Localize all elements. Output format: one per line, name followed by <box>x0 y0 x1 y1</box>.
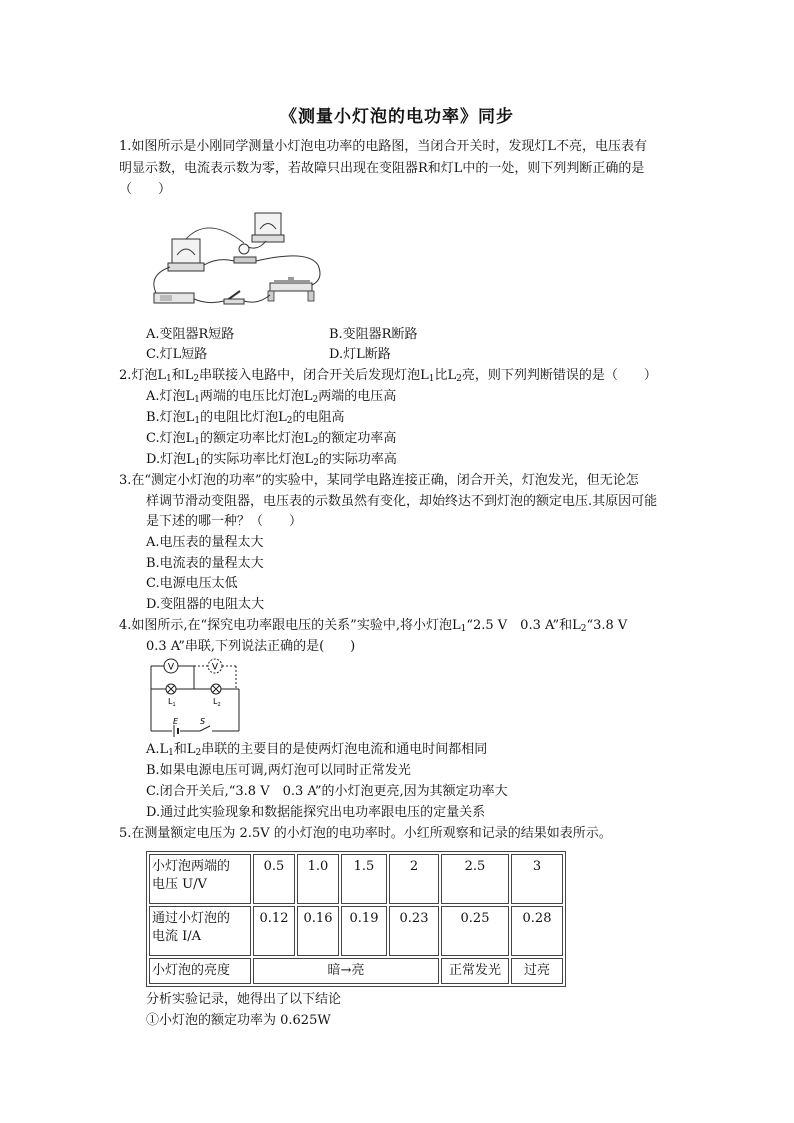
q3-line-3: 是下述的哪一种？（ ） <box>146 514 303 529</box>
table-row <box>149 958 563 984</box>
q1-line-2: 明显示数，电流表示数为零，若故障只出现在变阻器R和灯L中的一处，则下列判断正确的是 <box>119 161 645 176</box>
table-cell: 0.12 <box>253 906 295 956</box>
table-cell: 0.16 <box>297 906 339 956</box>
svg-text:S: S <box>200 717 206 726</box>
q3-line-1: 3.在“测定小灯泡的功率”的实验中，某同学电路连接正确，闭合开关，灯泡发光，但无论怎 <box>119 473 639 488</box>
table-row <box>149 906 563 956</box>
table-cell: 1.0 <box>297 854 339 904</box>
q1-circuit-photo <box>148 205 328 313</box>
table-cell: 2.5 <box>441 854 509 904</box>
q2-option-b[interactable]: B.灯泡$L_1$的电阻比灯泡$L_2$的电阻高 <box>146 410 345 426</box>
q3-option-b[interactable]: B.电流表的量程太大 <box>146 556 264 571</box>
q3-option-d[interactable]: D.变阻器的电阻太大 <box>146 597 265 612</box>
table-cell: 0.19 <box>341 906 387 956</box>
table-cell: 过亮 <box>511 958 563 984</box>
q5-after-1: 分析实验记录，她得出了以下结论 <box>146 992 342 1007</box>
q4-option-c[interactable]: C.闭合开关后,“3.8 V 0.3 A”的小灯泡更亮,因为其额定功率大 <box>146 784 508 799</box>
q1-option-d[interactable]: D.灯L断路 <box>329 347 391 362</box>
table-cell: 2 <box>389 854 439 904</box>
q3-option-a[interactable]: A.电压表的量程太大 <box>146 535 264 550</box>
table-row <box>149 854 563 904</box>
svg-text:E: E <box>173 717 179 726</box>
q5-line-1: 5.在测量额定电压为 2.5V 的小灯泡的电功率时。小红所观察和记录的结果如表所示。 <box>119 826 612 841</box>
q4-circuit-diagram <box>146 657 246 737</box>
table-cell: 暗→亮 <box>253 958 439 984</box>
table-cell: 1.5 <box>341 854 387 904</box>
q1-option-b[interactable]: B.变阻器R断路 <box>329 327 418 342</box>
q1-option-c[interactable]: C.灯L短路 <box>146 347 208 362</box>
svg-text:L1: $L_1$ <box>168 697 176 708</box>
q4-line-2: 0.3 A”串联,下列说法正确的是( ) <box>146 639 356 654</box>
table-cell: 正常发光 <box>441 958 509 984</box>
q1-line-3: （ ） <box>119 182 172 197</box>
table-row-head: 小灯泡的亮度 <box>149 958 251 984</box>
q3-option-c[interactable]: C.电源电压太低 <box>146 576 238 591</box>
table-row-head: 通过小灯泡的 电流 I/A <box>149 906 251 956</box>
q3-line-2: 样调节滑动变阻器，电压表的示数虽然有变化，却始终达不到灯泡的额定电压.其原因可能 <box>146 494 658 509</box>
table-cell: 0.23 <box>389 906 439 956</box>
table-cell: 0.5 <box>253 854 295 904</box>
q5-after-2: ①小灯泡的额定功率为 0.625W <box>146 1013 331 1028</box>
page-title: 《测量小灯泡的电功率》同步 <box>280 107 514 127</box>
q2-option-a[interactable]: A.灯泡$L_1$两端的电压比灯泡$L_2$两端的电压高 <box>146 389 397 405</box>
table-cell: 0.25 <box>441 906 509 956</box>
q4-option-a[interactable]: $A.L_1$和$L_2$串联的主要目的是使两灯泡电流和通电时间都相同 <box>146 742 488 758</box>
table-row-head: 小灯泡两端的 电压 U/V <box>149 854 251 904</box>
q2-option-c[interactable]: C.灯泡$L_1$的额定功率比灯泡$L_2$的额定功率高 <box>146 431 397 447</box>
q5-data-table <box>146 851 566 987</box>
svg-text:V: V <box>211 662 219 673</box>
q2-option-d[interactable]: D.灯泡$L_1$的实际功率比灯泡$L_2$的实际功率高 <box>146 452 397 468</box>
table-cell: 3 <box>511 854 563 904</box>
table-cell: 0.28 <box>511 906 563 956</box>
q2-stem: 2.灯泡$L_1$和$L_2$串联接入电路中，闭合开关后发现灯泡$L_1$比$L_2$亮，则下列判断错误的是（ ） <box>119 368 657 384</box>
q4-line-1: 4.如图所示,在“探究电功率跟电压的关系”实验中,将小灯泡$L_1“2.5$ V 0.3 A”和$L_2“3.8$ V <box>119 618 628 634</box>
q1-option-a[interactable]: A.变阻器R短路 <box>146 327 235 342</box>
q1-line-1: 1.如图所示是小刚同学测量小灯泡电功率的电路图，当闭合开关时，发现灯L不亮，电压表有 <box>119 139 648 154</box>
svg-text:V: V <box>167 662 175 673</box>
q4-option-b[interactable]: B.如果电源电压可调,两灯泡可以同时正常发光 <box>146 763 411 778</box>
svg-text:L2: $L_2$ <box>213 697 221 708</box>
q4-option-d[interactable]: D.通过此实验现象和数据能探究出电功率跟电压的定量关系 <box>146 805 486 820</box>
